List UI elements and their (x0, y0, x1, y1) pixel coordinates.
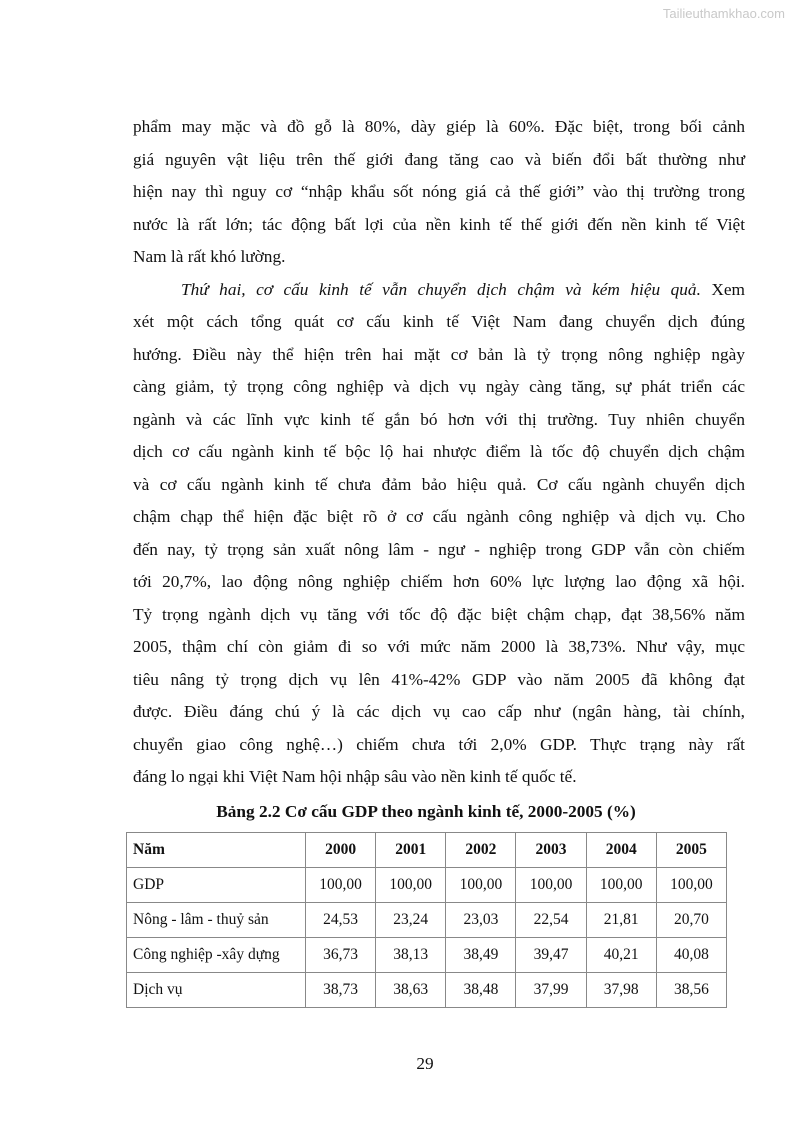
table-cell: 100,00 (446, 868, 516, 903)
text-line: xét một cách tổng quát cơ cấu kinh tế Việt Nam đang chuyển dịch đúng (133, 312, 745, 331)
table-cell: 36,73 (306, 938, 376, 973)
table-cell: 38,48 (446, 973, 516, 1008)
table-cell: 100,00 (306, 868, 376, 903)
gdp-structure-table (126, 832, 727, 1008)
text-line: Nam là rất khó lường. (133, 247, 286, 266)
text-fragment: Xem (700, 279, 745, 299)
column-header: 2004 (586, 833, 656, 868)
table-row (127, 938, 727, 973)
table-row (127, 868, 727, 903)
table-cell: 38,49 (446, 938, 516, 973)
column-header: Năm (127, 833, 306, 868)
text-line: phẩm may mặc và đồ gỗ là 80%, dày giép là 60%. Đặc biệt, trong bối cảnh (133, 117, 745, 136)
table-cell: 40,08 (656, 938, 726, 973)
column-header: 2005 (656, 833, 726, 868)
text-line: tới 20,7%, lao động nông nghiệp chiếm hơn 60% lực lượng lao động xã hội. (133, 572, 745, 591)
table-cell: 21,81 (586, 903, 656, 938)
table-row (127, 973, 727, 1008)
text-line: càng giảm, tỷ trọng công nghiệp và dịch vụ ngày càng tăng, sự phát triển các (133, 377, 745, 396)
text-line: dịch cơ cấu ngành kinh tế bộc lộ hai nhược điểm là tốc độ chuyển dịch chậm (133, 442, 745, 461)
table-caption: Bảng 2.2 Cơ cấu GDP theo ngành kinh tế, 2000-2005 (%) (216, 802, 636, 821)
table-cell: 38,63 (376, 973, 446, 1008)
text-line: đến nay, tỷ trọng sản xuất nông lâm - ngư - nghiệp trong GDP vẫn còn chiếm (133, 539, 745, 559)
table-cell: 37,99 (516, 973, 586, 1008)
watermark: Tailieuthamkhao.com (662, 6, 785, 21)
text-line: ngành và các lĩnh vực kinh tế gắn bó hơn với thị trường. Tuy nhiên chuyển (133, 409, 745, 429)
table-cell: 23,24 (376, 903, 446, 938)
table-cell: 37,98 (586, 973, 656, 1008)
column-header: 2000 (306, 833, 376, 868)
column-header: 2002 (446, 833, 516, 868)
table-header-row (127, 833, 727, 868)
page-number: 29 (416, 1054, 434, 1073)
table-cell: 23,03 (446, 903, 516, 938)
table-cell: 24,53 (306, 903, 376, 938)
italic-heading: Thứ hai, cơ cấu kinh tế vẫn chuyển dịch chậm và kém hiệu quả. (181, 279, 701, 299)
text-line: được. Điều đáng chú ý là các dịch vụ cao cấp như (ngân hàng, tài chính, (133, 702, 745, 721)
row-label: Nông - lâm - thuỷ sản (127, 903, 306, 938)
text-line: hướng. Điều này thể hiện trên hai mặt cơ bản là tỷ trọng nông nghiệp ngày (133, 344, 745, 364)
text-line: đáng lo ngại khi Việt Nam hội nhập sâu vào nền kinh tế quốc tế. (133, 767, 577, 786)
row-label: GDP (127, 868, 306, 903)
column-header: 2001 (376, 833, 446, 868)
table-cell: 40,21 (586, 938, 656, 973)
row-label: Công nghiệp -xây dựng (127, 938, 306, 973)
text-line: chậm chạp thể hiện đặc biệt rõ ở cơ cấu ngành công nghiệp và dịch vụ. Cho (133, 507, 745, 526)
column-header: 2003 (516, 833, 586, 868)
text-line: tiêu nâng tỷ trọng dịch vụ lên 41%-42% GDP vào năm 2005 đã không đạt (133, 669, 745, 689)
table-cell: 38,73 (306, 973, 376, 1008)
table-cell: 100,00 (516, 868, 586, 903)
table-cell: 100,00 (586, 868, 656, 903)
table-cell: 39,47 (516, 938, 586, 973)
table-cell: 20,70 (656, 903, 726, 938)
table-cell: 38,56 (656, 973, 726, 1008)
table-cell: 38,13 (376, 938, 446, 973)
text-line: Tỷ trọng ngành dịch vụ tăng với tốc độ đặc biệt chậm chạp, đạt 38,56% năm (133, 604, 745, 624)
text-line: 2005, thậm chí còn giảm đi so với mức năm 2000 là 38,73%. Như vậy, mục (133, 637, 745, 656)
table-cell: 22,54 (516, 903, 586, 938)
table-row (127, 903, 727, 938)
text-line: và cơ cấu ngành kinh tế chưa đảm bảo hiệu quả. Cơ cấu ngành chuyển dịch (133, 474, 745, 494)
text-line: chuyển giao công nghệ…) chiếm chưa tới 2,0% GDP. Thực trạng này rất (133, 734, 745, 754)
text-line: giá nguyên vật liệu trên thế giới đang tăng cao và biến đổi bất thường như (133, 149, 745, 169)
text-line: nước là rất lớn; tác động bất lợi của nền kinh tế thế giới đến nền kinh tế Việt (133, 214, 745, 234)
text-line (133, 277, 745, 310)
body-text (133, 114, 745, 797)
text-line: hiện nay thì nguy cơ “nhập khẩu sốt nóng giá cả thế giới” vào thị trường trong (133, 182, 745, 201)
table-cell: 100,00 (376, 868, 446, 903)
row-label: Dịch vụ (127, 973, 306, 1008)
table-cell: 100,00 (656, 868, 726, 903)
